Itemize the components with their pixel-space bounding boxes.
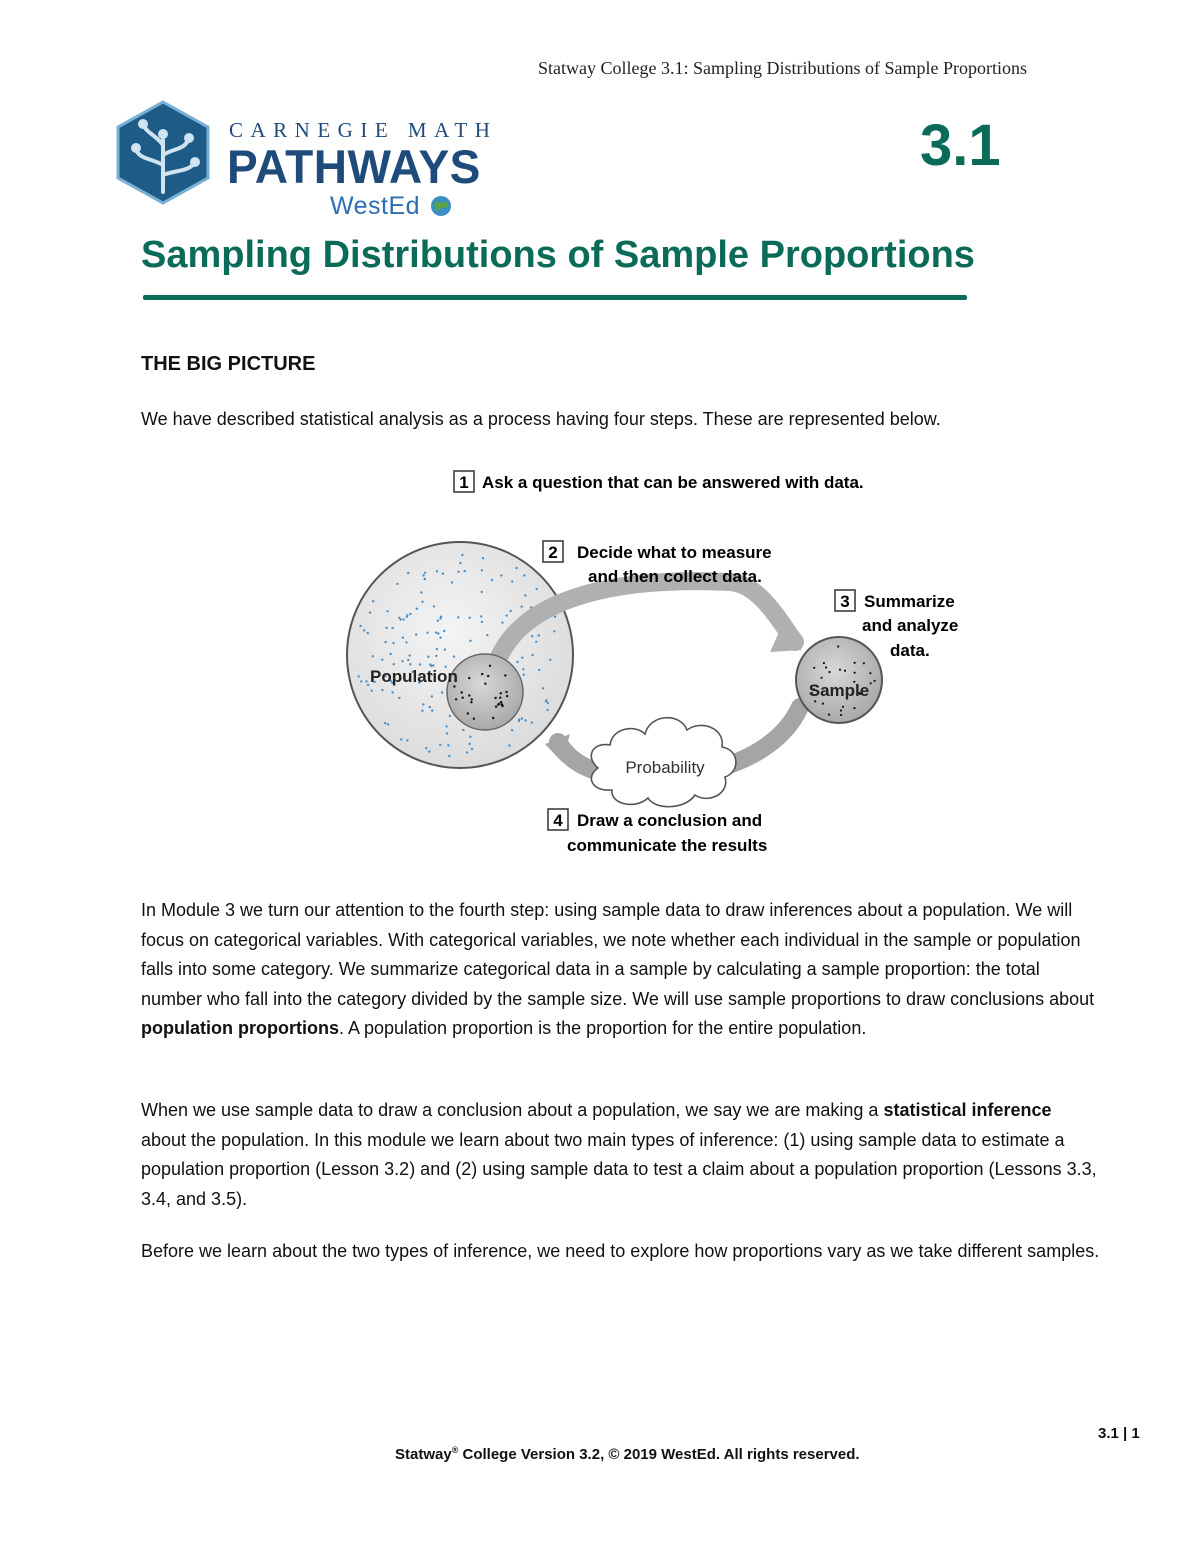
step-4-label [548, 809, 767, 855]
dot [436, 648, 438, 650]
dot [462, 729, 464, 731]
dot [384, 641, 386, 643]
step-1-label [454, 471, 864, 492]
dot [531, 721, 533, 723]
dot [531, 654, 533, 656]
dot [387, 723, 389, 725]
step-2-number: 2 [548, 543, 558, 562]
wested-text: WestEd [330, 192, 421, 220]
dot [386, 610, 388, 612]
dot [549, 659, 551, 661]
dot [840, 709, 842, 711]
dot [511, 580, 513, 582]
copyright-footer [395, 1445, 860, 1463]
dot [407, 659, 409, 661]
dot [500, 574, 502, 576]
title-rule [143, 295, 967, 300]
dot [437, 632, 439, 634]
dot [448, 755, 450, 757]
dot [372, 655, 374, 657]
dot [461, 554, 463, 556]
population-label: Population [370, 667, 458, 686]
paragraph-1 [141, 896, 1101, 1044]
dot [402, 636, 404, 638]
section-heading: THE BIG PICTURE [141, 353, 316, 375]
dot [422, 574, 424, 576]
dot [489, 665, 491, 667]
dot [468, 677, 470, 679]
dot [360, 680, 362, 682]
dot [491, 579, 493, 581]
dot [405, 641, 407, 643]
sample-label: Sample [808, 681, 870, 700]
dot [457, 571, 459, 573]
step-2-label [543, 541, 772, 586]
running-header: Statway College 3.1: Sampling Distributions of Sample Proportions [538, 58, 1027, 78]
dot [439, 744, 441, 746]
dot [455, 698, 457, 700]
dot [481, 621, 483, 623]
dot [522, 668, 524, 670]
dot [435, 631, 437, 633]
dot [504, 674, 506, 676]
dot [431, 695, 433, 697]
dot [424, 578, 426, 580]
dot [431, 709, 433, 711]
step-2-line2: and then collect data. [588, 567, 762, 586]
paragraph-3-text: Before we learn about the two types of inference, we need to explore how proportions vary as we take different samples. [141, 1241, 1100, 1261]
tree-hexagon-icon [116, 100, 216, 210]
dot [358, 675, 360, 677]
dot [844, 670, 846, 672]
dot [516, 661, 518, 663]
dot [521, 657, 523, 659]
step-4-line2: communicate the results [567, 836, 768, 855]
dot [427, 656, 429, 658]
dot [446, 732, 448, 734]
dot [494, 697, 496, 699]
dot [384, 722, 386, 724]
dot [467, 712, 469, 714]
logo-top-text: CARNEGIE MATH [229, 118, 498, 142]
dot [521, 717, 523, 719]
dot [481, 569, 483, 571]
dot [440, 616, 442, 618]
dot [393, 663, 395, 665]
dot [409, 663, 411, 665]
dot [426, 632, 428, 634]
dot [813, 667, 815, 669]
dot [396, 583, 398, 585]
dot [870, 682, 872, 684]
dot [390, 653, 392, 655]
dot [524, 594, 526, 596]
dot [471, 748, 473, 750]
dot [420, 591, 422, 593]
dot [854, 672, 856, 674]
dot [398, 697, 400, 699]
dot [445, 725, 447, 727]
step-1-number: 1 [459, 473, 469, 492]
dot [359, 625, 361, 627]
dot [402, 618, 404, 620]
logo-main-text: PATHWAYS [227, 140, 481, 193]
dot [523, 574, 525, 576]
dot [542, 687, 544, 689]
step-4-line1: Draw a conclusion and [577, 811, 763, 830]
dot [425, 747, 427, 749]
dot [501, 704, 503, 706]
dot [505, 691, 507, 693]
dot [461, 691, 463, 693]
dot [406, 739, 408, 741]
dot [421, 710, 423, 712]
dot [495, 706, 497, 708]
dot [441, 691, 443, 693]
dot [863, 662, 865, 664]
dot [869, 672, 871, 674]
dot [842, 706, 844, 708]
dot [553, 630, 555, 632]
dot [429, 706, 431, 708]
term-population-proportions: population proportions [141, 1018, 339, 1038]
dot [531, 635, 533, 637]
dot [505, 614, 507, 616]
dot [444, 648, 446, 650]
dot [828, 671, 830, 673]
dot [839, 669, 841, 671]
dot [381, 659, 383, 661]
step-3-line2: and analyze [862, 616, 959, 635]
dot [443, 630, 445, 632]
globe-icon [430, 195, 452, 217]
dot [437, 620, 439, 622]
dot [372, 600, 374, 602]
chapter-number: 3.1 [920, 113, 1001, 178]
dot [498, 703, 500, 705]
dot [484, 683, 486, 685]
step-1-text: Ask a question that can be answered with data. [482, 473, 864, 492]
dot [462, 697, 464, 699]
dot [468, 743, 470, 745]
page-title: Sampling Distributions of Sample Proportions [141, 234, 975, 276]
dot [469, 736, 471, 738]
paragraph-2-a: When we use sample data to draw a conclusion about a population, we say we are making a [141, 1100, 884, 1120]
dot [825, 666, 827, 668]
dot [828, 714, 830, 716]
statistical-process-diagram [330, 462, 990, 862]
dot [500, 701, 502, 703]
dot [487, 675, 489, 677]
dot [466, 751, 468, 753]
dot [419, 663, 421, 665]
dot [545, 699, 547, 701]
dot [407, 572, 409, 574]
dot [481, 591, 483, 593]
paragraph-1-a: In Module 3 we turn our attention to the fourth step: using sample data to draw inferences about a population. We will focus on categorical variables. With categorical variables, we note whether each individual in the sample or population falls into some category. We summarize categorical data in a sample by calculating a sample proportion: the total number who fall into the category divided by the sample size. We will use sample proportions to draw conclusions about [141, 900, 1095, 1009]
dot [547, 702, 549, 704]
dot [433, 605, 435, 607]
population-subsample-circle [447, 654, 523, 730]
dot [853, 707, 855, 709]
dot [453, 655, 455, 657]
dot [538, 634, 540, 636]
dot [486, 634, 488, 636]
step-3-line1: Summarize [864, 592, 955, 611]
population-circle [347, 542, 573, 768]
dot [473, 718, 475, 720]
step-3-line3: data. [890, 641, 930, 660]
dot [449, 715, 451, 717]
dot [538, 669, 540, 671]
dot [424, 572, 426, 574]
dot [499, 697, 501, 699]
dot [471, 698, 473, 700]
dot [814, 700, 816, 702]
dot [511, 729, 513, 731]
dot [400, 738, 402, 740]
dot [468, 694, 470, 696]
paragraph-2 [141, 1096, 1101, 1214]
dot [415, 633, 417, 635]
dot [480, 615, 482, 617]
dot [469, 640, 471, 642]
dot [506, 695, 508, 697]
dot [409, 613, 411, 615]
dot [481, 673, 483, 675]
dot [428, 750, 430, 752]
dot [439, 637, 441, 639]
dot [523, 674, 525, 676]
footer-copyright-text: College Version 3.2, © 2019 WestEd. All rights reserved. [458, 1446, 860, 1463]
step-4-number: 4 [553, 811, 563, 830]
dot [518, 718, 520, 720]
registered-mark: ® [451, 1445, 459, 1455]
dot [381, 689, 383, 691]
dot [837, 645, 839, 647]
dot [492, 717, 494, 719]
dot [874, 680, 876, 682]
dot [854, 662, 856, 664]
dot [554, 616, 556, 618]
dot [823, 662, 825, 664]
dot [464, 570, 466, 572]
dot [391, 691, 393, 693]
dot [482, 557, 484, 559]
dot [447, 744, 449, 746]
dot [459, 562, 461, 564]
paragraph-3 [141, 1237, 1101, 1267]
step-2-line1: Decide what to measure [577, 543, 772, 562]
dot [416, 608, 418, 610]
sample-circle [796, 637, 882, 723]
dot [470, 701, 472, 703]
footer-brand: Statway [395, 1446, 452, 1463]
dot [501, 621, 503, 623]
dot [451, 581, 453, 583]
dot [385, 627, 387, 629]
paragraph-1-b: . A population proportion is the proportion for the entire population. [338, 1018, 867, 1038]
dot [367, 684, 369, 686]
dot [442, 572, 444, 574]
dot [367, 632, 369, 634]
paragraph-2-b: about the population. In this module we learn about two main types of inference: (1) using sample data to estimate a population proportion (Lesson 3.2) and (2) using sample data to test a claim about a population proportion (Lessons 3.3, 3.4, and 3.5). [141, 1129, 1097, 1209]
dot [500, 692, 502, 694]
dot [457, 616, 459, 618]
dot [435, 655, 437, 657]
dot [822, 703, 824, 705]
dot [535, 641, 537, 643]
dot [421, 601, 423, 603]
dot [820, 677, 822, 679]
dot [524, 719, 526, 721]
dot [508, 744, 510, 746]
dot [469, 617, 471, 619]
step-3-number: 3 [840, 592, 850, 611]
dot [509, 610, 511, 612]
dot [536, 588, 538, 590]
intro-text: We have described statistical analysis as a process having four steps. These are represented below. [141, 409, 941, 429]
logo-sub-text [330, 192, 452, 221]
dot [515, 567, 517, 569]
page-number: 3.1 | 1 [1098, 1425, 1140, 1442]
term-statistical-inference: statistical inference [883, 1100, 1052, 1120]
dot [840, 714, 842, 716]
dot [363, 629, 365, 631]
dot [398, 617, 400, 619]
probability-label: Probability [625, 758, 705, 777]
dot [406, 616, 408, 618]
dot [422, 703, 424, 705]
dot [365, 680, 367, 682]
dot [521, 605, 523, 607]
dot [392, 642, 394, 644]
dot [371, 690, 373, 692]
dot [369, 611, 371, 613]
dot [408, 654, 410, 656]
dot [546, 709, 548, 711]
dot [391, 627, 393, 629]
dot [401, 660, 403, 662]
dot [436, 570, 438, 572]
